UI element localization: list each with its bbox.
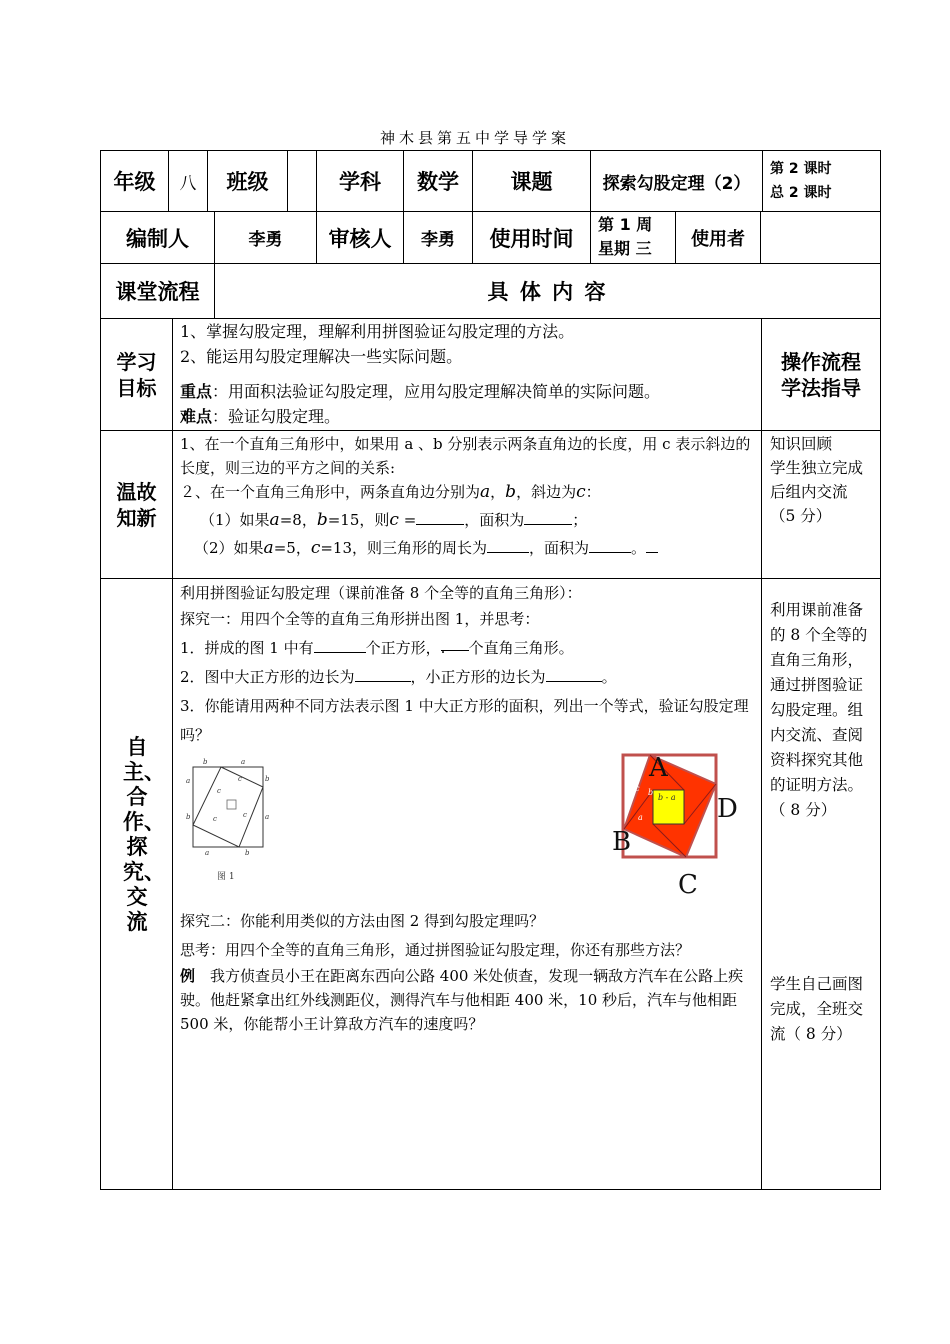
e1q1-c: 个直角三角形。	[468, 639, 574, 657]
q22-var-a: a	[263, 538, 274, 558]
example-text: 我方侦查员小王在距离东西向公路 400 米处侦查，发现一辆敌方汽车在公路上疾驶。他赶紧拿出红外线测距仪，测得汽车与他相距 400 米，10 秒后，汽车与他相距 500 米，你能帮小王计算敌方汽车的速度吗？	[180, 967, 744, 1033]
explore-guide-line: 直角三角形，	[770, 651, 864, 669]
figure-2-label: b - a	[658, 793, 676, 802]
review-question-2-2	[180, 536, 756, 560]
figure-1-label: b	[203, 758, 208, 766]
q2-end: ：	[585, 483, 601, 501]
explore-2: 探究二：你能利用类似的方法由图 2 得到勾股定理吗？	[180, 912, 545, 930]
explore-guide-line: （ 8 分）	[770, 801, 837, 819]
explore-1-q1	[180, 634, 756, 663]
explore-1-q2	[180, 663, 756, 692]
period-total: 总 2 课时	[770, 185, 832, 201]
key-point-text: ：用面积法验证勾股定理，应用勾股定理解决简单的实际问题。	[212, 382, 661, 401]
figure-2-label: b	[648, 788, 654, 797]
time-label: 使用时间	[489, 226, 574, 251]
q21-var-b: b	[316, 510, 328, 530]
answer-blank[interactable]	[440, 634, 469, 657]
explore-intro-text: 利用拼图验证勾股定理（课前准备 8 个全等的直角三角形）：	[180, 584, 582, 602]
answer-blank[interactable]	[546, 665, 602, 682]
review-label-line1: 温故	[116, 479, 157, 504]
time-value	[598, 213, 675, 263]
figure-1-label: a	[205, 849, 210, 857]
q2-prefix: ２、在一个直角三角形中，两条直角边分别为	[180, 483, 481, 501]
editor-value: 李勇	[248, 230, 283, 250]
figure-1-label: b	[265, 775, 270, 783]
q2-var-c: c	[576, 482, 586, 502]
figure-1-label: a	[241, 758, 246, 766]
q21-area: ，面积为	[464, 511, 525, 529]
e1q2-c: 。	[601, 668, 617, 686]
goals-label	[101, 319, 172, 430]
explore-label: 自主、合作、探究、交流	[123, 735, 165, 934]
figure-2-vertex: A	[649, 753, 668, 783]
time-week: 第 1 周	[598, 215, 653, 234]
guide-header	[762, 319, 880, 430]
figure-1-label: c	[243, 811, 247, 819]
table-border	[100, 430, 881, 431]
e1q1-b: 个正方形，	[365, 639, 441, 657]
figure-1-label: a	[186, 777, 191, 785]
figure-1-label: b	[245, 849, 250, 857]
figure-1	[183, 755, 278, 883]
answer-blank[interactable]	[524, 508, 572, 525]
q2-var-b: b	[505, 482, 517, 502]
figure-1-center-square	[227, 800, 236, 809]
explore-think: 思考：用四个全等的直角三角形，通过拼图验证勾股定理，你还有那些方法？	[180, 941, 691, 959]
user-label: 使用者	[691, 228, 745, 250]
key-point	[180, 379, 760, 404]
goal-item-2: 2、能运用勾股定理解决一些实际问题。	[180, 347, 463, 366]
q21-end: ；	[572, 511, 588, 529]
grade-label: 年级	[113, 170, 156, 194]
explore-intro	[180, 581, 756, 771]
table-border	[761, 318, 762, 1190]
review-guide	[770, 432, 880, 577]
figure-1-label: c	[238, 775, 242, 783]
review-content	[180, 432, 756, 577]
class-value[interactable]	[288, 151, 316, 211]
e1q2-b: ，小正方形的边长为	[410, 668, 546, 686]
difficult-point	[180, 404, 760, 429]
figure-1-label: c	[213, 815, 217, 823]
answer-blank[interactable]	[355, 665, 411, 682]
explore-more	[180, 908, 758, 1048]
table-border	[762, 150, 763, 211]
flow-header-left: 课堂流程	[115, 280, 200, 304]
q22-mid: ，则三角形的周长为	[352, 539, 488, 557]
difficult-point-label: 难点	[180, 407, 213, 426]
guide-header-line2: 学法指导	[781, 375, 861, 400]
review-question-2	[180, 480, 756, 504]
review-question-2-1	[180, 508, 756, 532]
figure-2-vertex: B	[612, 827, 632, 857]
q21-var-a: a	[269, 510, 280, 530]
q21-eq: =	[398, 511, 417, 529]
figure-1-inner-square	[193, 767, 263, 847]
q21-then: ，则	[359, 511, 390, 529]
review-label-line2: 知新	[116, 505, 157, 530]
q2-sep: ，	[490, 483, 506, 501]
figure-1-caption: 图 1	[217, 872, 235, 882]
review-question-1: 1、在一个直角三角形中，如果用 a 、b 分别表示两条直角边的长度，用 c 表示斜边的长度，则三边的平方之间的关系:	[180, 435, 751, 477]
period-info	[770, 157, 880, 207]
explore-1-q3: 3．你能请用两种不同方法表示图 1 中大正方形的面积，列出一个等式，验证勾股定理吗？	[180, 697, 749, 744]
figure-1-label: c	[217, 787, 221, 795]
review-guide-line: 学生独立完成	[770, 459, 864, 477]
q21-sep: ，	[301, 511, 317, 529]
topic-value: 探索勾股定理（2）	[602, 173, 751, 194]
q21-b-value: =15	[327, 511, 360, 529]
explore-guide-1	[770, 598, 880, 828]
q21-var-c: c	[389, 510, 399, 530]
q22-c-value: =13	[320, 539, 353, 557]
goals-label-line1: 学习	[116, 349, 157, 374]
q21-a-value: =8	[279, 511, 302, 529]
goal-item-1: 1、掌握勾股定理，理解利用拼图验证勾股定理的方法。	[180, 322, 575, 341]
q22-end: 。	[631, 539, 647, 557]
review-guide-line: 后组内交流	[770, 483, 848, 501]
q22-area: ，面积为	[529, 539, 590, 557]
answer-blank[interactable]	[589, 536, 631, 553]
e1q2-a: 2．图中大正方形的边长为	[180, 668, 355, 686]
explore-guide-line: 内交流、查阅	[770, 726, 864, 744]
q2-var-a: a	[480, 482, 491, 502]
q2-mid: ，斜边为	[516, 483, 577, 501]
grade-value: 八	[179, 173, 197, 194]
class-label: 班级	[226, 170, 269, 194]
figure-1-label: b	[186, 813, 191, 821]
answer-blank[interactable]	[487, 536, 529, 553]
table-border	[880, 150, 881, 1190]
period-current: 第 2 课时	[770, 161, 832, 177]
flow-header-right: 具 体 内 容	[487, 280, 608, 304]
figure-2-vertex: D	[717, 794, 738, 824]
q22-a-value: =5	[273, 539, 296, 557]
e1q1-a: 1．拼成的图 1 中有	[180, 639, 314, 657]
example	[180, 964, 758, 1036]
time-weekday: 星期 三	[598, 239, 652, 258]
figure-1-outer-square	[193, 767, 263, 847]
explore-guide-line: 的 8 个全等的	[770, 626, 868, 644]
explore-1-title: 探究一：用四个全等的直角三角形拼出图 1，并思考：	[180, 610, 540, 628]
figure-2-label: a	[638, 813, 643, 822]
review-guide-line: （5 分）	[770, 507, 832, 525]
explore-guide-line: 流（ 8 分）	[770, 1025, 852, 1043]
review-guide-line: 知识回顾	[770, 435, 833, 453]
table-border	[100, 1189, 881, 1190]
topic-label: 课题	[510, 170, 553, 194]
editor-label: 编制人	[126, 226, 189, 251]
q22-prefix: （2）如果	[194, 539, 264, 557]
goals-content	[180, 319, 760, 430]
table-border	[100, 578, 881, 579]
explore-guide-line: 的证明方法。	[770, 776, 864, 794]
subject-value: 数学	[417, 170, 459, 194]
figure-2-vertex: C	[678, 870, 698, 900]
q22-var-c: c	[310, 538, 321, 558]
answer-blank[interactable]	[646, 536, 658, 553]
difficult-point-text: ：验证勾股定理。	[212, 407, 341, 426]
answer-blank[interactable]	[416, 508, 464, 525]
subject-label: 学科	[339, 170, 381, 194]
figure-1-label: a	[265, 813, 270, 821]
guide-header-line1: 操作流程	[781, 349, 861, 374]
explore-guide-2	[770, 972, 880, 1052]
reviewer-value: 李勇	[421, 230, 455, 250]
document-title: 神木县第五中学导学案	[379, 129, 570, 147]
explore-guide-line: 资料探究其他	[770, 751, 864, 769]
explore-guide-line: 利用课前准备	[770, 601, 864, 619]
reviewer-label: 审核人	[328, 226, 392, 251]
answer-blank[interactable]	[314, 636, 366, 653]
explore-guide-line: 勾股定理。组	[770, 701, 864, 719]
e1q1-dot: .	[440, 639, 446, 657]
explore-guide-line: 通过拼图验证	[770, 676, 864, 694]
q22-sep: ，	[295, 539, 311, 557]
explore-guide-line: 学生自己画图	[770, 975, 864, 993]
user-value[interactable]	[761, 212, 880, 263]
key-point-label: 重点	[180, 382, 213, 401]
explore-guide-line: 完成，全班交	[770, 1000, 864, 1018]
q21-prefix: （1）如果	[200, 511, 270, 529]
figure-2	[608, 748, 748, 900]
table-border	[172, 318, 173, 1190]
figure-2-label: c	[635, 784, 640, 793]
goals-label-line2: 目标	[116, 375, 157, 400]
review-label	[101, 431, 172, 578]
example-label: 例	[180, 967, 196, 985]
